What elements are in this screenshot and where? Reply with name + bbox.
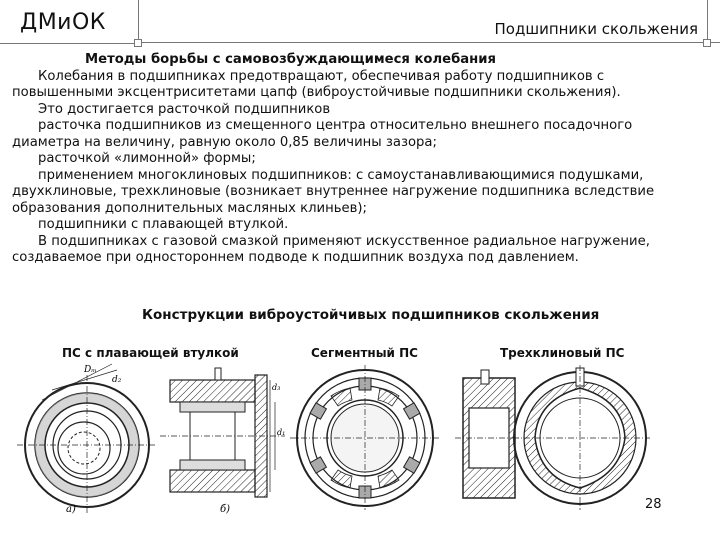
floating-bushing-front-figure xyxy=(12,360,162,520)
section-title: Методы борьбы с самовозбуждающимеся колебания xyxy=(85,52,496,67)
paragraph: расточка подшипников из смещенного центра относительно внешнего посадочного диаметра на величину, равную около 0,85 величины зазора; xyxy=(12,118,633,150)
corner-square xyxy=(703,39,711,47)
header-logo-box xyxy=(0,0,139,44)
floating-bushing-section-figure xyxy=(160,360,290,520)
label-a: а) xyxy=(66,504,76,515)
corner-square xyxy=(134,39,142,47)
paragraph: Колебания в подшипниках предотвращают, обеспечивая работу подшипников с повышенными эксцентриситетами цапф (виброустойчивые подшипники скольжения). xyxy=(12,68,621,100)
figures-subtitle: Конструкции виброустойчивых подшипников скольжения xyxy=(142,307,600,323)
paragraph: подшипники с плавающей втулкой. xyxy=(38,217,289,232)
caption-segment-bearing: Сегментный ПС xyxy=(311,346,418,360)
caption-floating-bushing: ПС с плавающей втулкой xyxy=(62,346,239,360)
paragraph: применением многоклиновых подшипников: с самоустанавливающимися подушками, двухклиновые, трехклиновые (возникает внутреннее нагружение подшипника вследствие образования дополнительных масляных клиньев); xyxy=(12,167,655,216)
label-d2: d₂ xyxy=(112,375,122,385)
paragraph: Это достигается расточкой подшипников xyxy=(38,101,331,117)
header-vertical-rule xyxy=(707,0,708,43)
label-b: б) xyxy=(220,504,231,515)
caption-three-wedge-bearing: Трехклиновый ПС xyxy=(500,346,625,360)
paragraph: расточкой «лимонной» формы; xyxy=(38,151,256,166)
three-wedge-bearing-figure xyxy=(455,360,655,515)
page-number: 28 xyxy=(645,497,662,512)
slide-subject: Подшипники скольжения xyxy=(494,20,698,38)
segment-bearing-figure xyxy=(290,360,440,515)
header-divider xyxy=(138,42,720,43)
logo-text: ДМиОК xyxy=(20,10,106,35)
paragraph: В подшипниках с газовой смазкой применяют искусственное радиальное нагружение, создаваемое при одностороннем подводе к подшипник воздуха под давлением. xyxy=(12,233,650,265)
label-d1: d₁ xyxy=(277,428,286,437)
slide-body xyxy=(12,52,700,267)
label-dm: Dₘ xyxy=(84,365,97,375)
label-d3: d₃ xyxy=(272,383,281,392)
